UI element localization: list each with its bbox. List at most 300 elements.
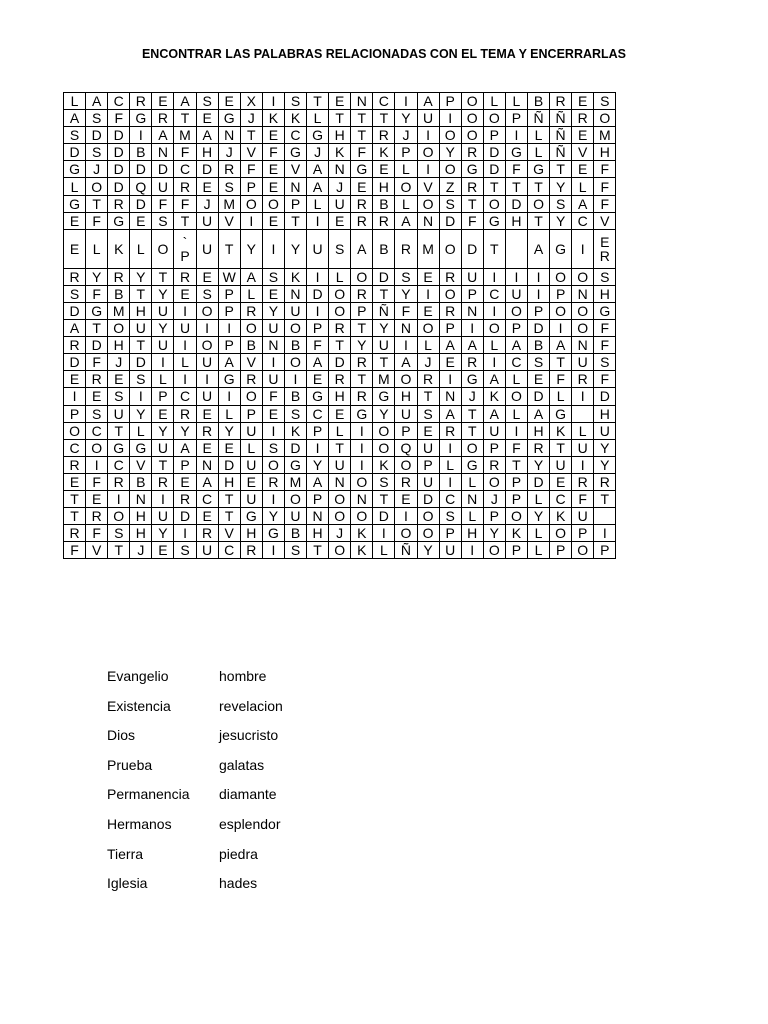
grid-cell[interactable] — [284, 542, 306, 559]
grid-cell[interactable] — [284, 371, 306, 388]
grid-cell[interactable] — [527, 320, 549, 337]
grid-cell[interactable] — [550, 405, 572, 422]
grid-cell[interactable] — [152, 268, 174, 285]
grid-cell[interactable] — [505, 405, 527, 422]
grid-cell[interactable] — [395, 473, 417, 490]
grid-cell[interactable] — [373, 542, 395, 559]
grid-cell[interactable] — [439, 320, 461, 337]
grid-cell[interactable] — [550, 422, 572, 439]
grid-cell[interactable] — [86, 302, 108, 319]
grid-cell[interactable] — [373, 525, 395, 542]
grid-cell[interactable] — [572, 161, 594, 178]
grid-cell[interactable] — [152, 212, 174, 229]
grid-cell[interactable] — [174, 144, 196, 161]
grid-cell[interactable] — [594, 127, 616, 144]
grid-cell[interactable] — [373, 268, 395, 285]
grid-cell[interactable] — [174, 525, 196, 542]
grid-cell[interactable] — [572, 212, 594, 229]
grid-cell[interactable] — [594, 371, 616, 388]
grid-cell[interactable] — [108, 110, 130, 127]
grid-cell[interactable] — [218, 302, 240, 319]
grid-cell[interactable] — [240, 302, 262, 319]
grid-cell[interactable] — [307, 110, 329, 127]
grid-cell[interactable] — [572, 110, 594, 127]
grid-cell[interactable] — [218, 144, 240, 161]
grid-cell[interactable] — [594, 302, 616, 319]
grid-cell[interactable] — [572, 229, 594, 268]
grid-cell[interactable] — [64, 542, 86, 559]
grid-cell[interactable] — [483, 542, 505, 559]
grid-cell[interactable] — [483, 178, 505, 195]
grid-cell[interactable] — [417, 422, 439, 439]
grid-cell[interactable] — [373, 320, 395, 337]
grid-cell[interactable] — [108, 490, 130, 507]
grid-cell[interactable] — [152, 405, 174, 422]
grid-cell[interactable] — [86, 388, 108, 405]
grid-cell[interactable] — [483, 490, 505, 507]
grid-cell[interactable] — [196, 285, 218, 302]
grid-cell[interactable] — [329, 337, 351, 354]
grid-cell[interactable] — [152, 354, 174, 371]
grid-cell[interactable] — [240, 161, 262, 178]
grid-cell[interactable] — [505, 320, 527, 337]
grid-cell[interactable] — [527, 473, 549, 490]
grid-cell[interactable] — [64, 337, 86, 354]
grid-cell[interactable] — [439, 268, 461, 285]
grid-cell[interactable] — [196, 229, 218, 268]
grid-cell[interactable] — [196, 144, 218, 161]
grid-cell[interactable] — [152, 144, 174, 161]
grid-cell[interactable] — [572, 388, 594, 405]
grid-cell[interactable] — [130, 508, 152, 525]
grid-cell[interactable] — [218, 405, 240, 422]
grid-cell[interactable] — [351, 302, 373, 319]
grid-cell[interactable] — [307, 354, 329, 371]
grid-cell[interactable] — [483, 212, 505, 229]
grid-cell[interactable] — [240, 542, 262, 559]
grid-cell[interactable] — [174, 320, 196, 337]
grid-cell[interactable] — [307, 490, 329, 507]
grid-cell[interactable] — [262, 371, 284, 388]
grid-cell[interactable] — [152, 229, 174, 268]
grid-cell[interactable] — [527, 285, 549, 302]
grid-cell[interactable] — [483, 405, 505, 422]
grid-cell[interactable] — [262, 285, 284, 302]
grid-cell[interactable] — [373, 212, 395, 229]
grid-cell[interactable] — [152, 371, 174, 388]
grid-cell[interactable] — [594, 456, 616, 473]
grid-cell[interactable] — [550, 229, 572, 268]
grid-cell[interactable] — [395, 422, 417, 439]
grid-cell[interactable] — [108, 354, 130, 371]
grid-cell[interactable] — [351, 508, 373, 525]
grid-cell[interactable] — [417, 127, 439, 144]
grid-cell[interactable] — [351, 337, 373, 354]
grid-cell[interactable] — [196, 178, 218, 195]
grid-cell[interactable] — [351, 371, 373, 388]
grid-cell[interactable] — [307, 337, 329, 354]
grid-cell[interactable] — [417, 285, 439, 302]
grid-cell[interactable] — [351, 525, 373, 542]
grid-cell[interactable] — [461, 110, 483, 127]
grid-cell[interactable] — [152, 473, 174, 490]
grid-cell[interactable] — [594, 144, 616, 161]
grid-cell[interactable] — [174, 302, 196, 319]
grid-cell[interactable] — [461, 320, 483, 337]
grid-cell[interactable] — [262, 490, 284, 507]
grid-cell[interactable] — [417, 354, 439, 371]
grid-cell[interactable] — [373, 285, 395, 302]
grid-cell[interactable] — [439, 144, 461, 161]
grid-cell[interactable] — [64, 525, 86, 542]
grid-cell[interactable] — [196, 195, 218, 212]
grid-cell[interactable] — [461, 388, 483, 405]
grid-cell[interactable] — [284, 456, 306, 473]
grid-cell[interactable] — [152, 490, 174, 507]
grid-cell[interactable] — [373, 405, 395, 422]
grid-cell[interactable] — [284, 144, 306, 161]
grid-cell[interactable] — [174, 422, 196, 439]
grid-cell[interactable] — [218, 422, 240, 439]
grid-cell[interactable] — [572, 422, 594, 439]
grid-cell[interactable] — [373, 388, 395, 405]
grid-cell[interactable] — [594, 405, 616, 422]
grid-cell[interactable] — [527, 456, 549, 473]
grid-cell[interactable] — [196, 542, 218, 559]
grid-cell[interactable] — [373, 456, 395, 473]
grid-cell[interactable] — [307, 439, 329, 456]
grid-cell[interactable] — [572, 405, 594, 422]
grid-cell[interactable] — [284, 405, 306, 422]
grid-cell[interactable] — [86, 456, 108, 473]
grid-cell[interactable] — [196, 490, 218, 507]
grid-cell[interactable] — [130, 93, 152, 110]
grid-cell[interactable] — [527, 178, 549, 195]
grid-cell[interactable] — [218, 490, 240, 507]
grid-cell[interactable] — [572, 337, 594, 354]
grid-cell[interactable] — [196, 161, 218, 178]
grid-cell[interactable] — [329, 320, 351, 337]
grid-cell[interactable] — [505, 388, 527, 405]
grid-cell[interactable] — [196, 405, 218, 422]
grid-cell[interactable] — [86, 422, 108, 439]
grid-cell[interactable] — [550, 268, 572, 285]
grid-cell[interactable] — [439, 127, 461, 144]
grid-cell[interactable] — [262, 473, 284, 490]
grid-cell[interactable] — [64, 212, 86, 229]
grid-cell[interactable] — [395, 302, 417, 319]
grid-cell[interactable] — [439, 422, 461, 439]
grid-cell[interactable] — [174, 371, 196, 388]
grid-cell[interactable] — [130, 422, 152, 439]
grid-cell[interactable] — [284, 161, 306, 178]
grid-cell[interactable] — [262, 337, 284, 354]
grid-cell[interactable] — [483, 93, 505, 110]
grid-cell[interactable] — [483, 127, 505, 144]
grid-cell[interactable] — [130, 212, 152, 229]
grid-cell[interactable] — [505, 285, 527, 302]
grid-cell[interactable] — [395, 268, 417, 285]
grid-cell[interactable] — [373, 371, 395, 388]
grid-cell[interactable] — [307, 285, 329, 302]
grid-cell[interactable] — [262, 354, 284, 371]
grid-cell[interactable] — [527, 93, 549, 110]
grid-cell[interactable] — [86, 508, 108, 525]
grid-cell[interactable] — [240, 422, 262, 439]
grid-cell[interactable] — [395, 161, 417, 178]
grid-cell[interactable] — [152, 388, 174, 405]
grid-cell[interactable] — [240, 127, 262, 144]
grid-cell[interactable] — [64, 439, 86, 456]
grid-cell[interactable] — [262, 161, 284, 178]
grid-cell[interactable] — [594, 388, 616, 405]
grid-cell[interactable] — [527, 388, 549, 405]
grid-cell[interactable] — [307, 320, 329, 337]
grid-cell[interactable] — [262, 456, 284, 473]
grid-cell[interactable] — [152, 285, 174, 302]
grid-cell[interactable] — [505, 161, 527, 178]
grid-cell[interactable] — [395, 212, 417, 229]
grid-cell[interactable] — [329, 144, 351, 161]
grid-cell[interactable] — [572, 508, 594, 525]
grid-cell[interactable] — [307, 542, 329, 559]
grid-cell[interactable] — [550, 320, 572, 337]
grid-cell[interactable] — [174, 337, 196, 354]
grid-cell[interactable] — [262, 439, 284, 456]
grid-cell[interactable] — [439, 525, 461, 542]
grid-cell[interactable] — [373, 439, 395, 456]
grid-cell[interactable] — [284, 439, 306, 456]
grid-cell[interactable] — [307, 371, 329, 388]
grid-cell[interactable] — [64, 229, 86, 268]
grid-cell[interactable] — [572, 473, 594, 490]
grid-cell[interactable] — [550, 456, 572, 473]
grid-cell[interactable] — [550, 144, 572, 161]
grid-cell[interactable] — [351, 422, 373, 439]
grid-cell[interactable] — [329, 422, 351, 439]
grid-cell[interactable] — [329, 285, 351, 302]
grid-cell[interactable] — [130, 195, 152, 212]
grid-cell[interactable] — [307, 473, 329, 490]
grid-cell[interactable] — [439, 302, 461, 319]
grid-cell[interactable] — [395, 320, 417, 337]
grid-cell[interactable] — [307, 144, 329, 161]
grid-cell[interactable] — [505, 456, 527, 473]
grid-cell[interactable] — [373, 302, 395, 319]
grid-cell[interactable] — [483, 302, 505, 319]
grid-cell[interactable] — [174, 490, 196, 507]
grid-cell[interactable] — [505, 525, 527, 542]
grid-cell[interactable] — [417, 268, 439, 285]
grid-cell[interactable] — [417, 212, 439, 229]
grid-cell[interactable] — [351, 229, 373, 268]
grid-cell[interactable] — [284, 422, 306, 439]
grid-cell[interactable] — [505, 110, 527, 127]
grid-cell[interactable] — [284, 508, 306, 525]
grid-cell[interactable] — [284, 195, 306, 212]
grid-cell[interactable] — [86, 337, 108, 354]
grid-cell[interactable] — [527, 229, 549, 268]
grid-cell[interactable] — [240, 371, 262, 388]
grid-cell[interactable] — [329, 229, 351, 268]
grid-cell[interactable] — [461, 422, 483, 439]
grid-cell[interactable] — [64, 473, 86, 490]
grid-cell[interactable] — [284, 229, 306, 268]
grid-cell[interactable] — [461, 229, 483, 268]
grid-cell[interactable] — [439, 337, 461, 354]
grid-cell[interactable] — [483, 285, 505, 302]
grid-cell[interactable] — [174, 195, 196, 212]
grid-cell[interactable] — [174, 93, 196, 110]
grid-cell[interactable] — [395, 285, 417, 302]
grid-cell[interactable] — [86, 439, 108, 456]
grid-cell[interactable] — [461, 542, 483, 559]
grid-cell[interactable] — [152, 320, 174, 337]
grid-cell[interactable] — [351, 93, 373, 110]
grid-cell[interactable] — [108, 456, 130, 473]
grid-cell[interactable] — [240, 337, 262, 354]
grid-cell[interactable] — [329, 473, 351, 490]
grid-cell[interactable] — [329, 508, 351, 525]
grid-cell[interactable] — [130, 473, 152, 490]
grid-cell[interactable] — [351, 268, 373, 285]
grid-cell[interactable] — [483, 161, 505, 178]
grid-cell[interactable] — [218, 268, 240, 285]
grid-cell[interactable] — [64, 405, 86, 422]
grid-cell[interactable] — [395, 439, 417, 456]
grid-cell[interactable] — [284, 285, 306, 302]
grid-cell[interactable] — [417, 144, 439, 161]
grid-cell[interactable] — [550, 542, 572, 559]
grid-cell[interactable] — [218, 525, 240, 542]
grid-cell[interactable] — [572, 439, 594, 456]
grid-cell[interactable] — [527, 212, 549, 229]
grid-cell[interactable] — [218, 285, 240, 302]
grid-cell[interactable] — [461, 212, 483, 229]
grid-cell[interactable] — [86, 371, 108, 388]
grid-cell[interactable] — [152, 93, 174, 110]
grid-cell[interactable] — [351, 490, 373, 507]
grid-cell[interactable] — [395, 542, 417, 559]
grid-cell[interactable] — [130, 337, 152, 354]
grid-cell[interactable] — [329, 490, 351, 507]
grid-cell[interactable] — [152, 439, 174, 456]
grid-cell[interactable] — [483, 388, 505, 405]
grid-cell[interactable] — [527, 405, 549, 422]
grid-cell[interactable] — [550, 127, 572, 144]
grid-cell[interactable] — [329, 161, 351, 178]
grid-cell[interactable] — [262, 127, 284, 144]
grid-cell[interactable] — [329, 371, 351, 388]
grid-cell[interactable] — [64, 110, 86, 127]
grid-cell[interactable] — [196, 508, 218, 525]
grid-cell[interactable] — [307, 127, 329, 144]
grid-cell[interactable] — [351, 354, 373, 371]
grid-cell[interactable] — [108, 320, 130, 337]
grid-cell[interactable] — [527, 337, 549, 354]
grid-cell[interactable] — [108, 144, 130, 161]
grid-cell[interactable] — [395, 195, 417, 212]
grid-cell[interactable] — [417, 473, 439, 490]
grid-cell[interactable] — [262, 388, 284, 405]
grid-cell[interactable] — [395, 110, 417, 127]
grid-cell[interactable] — [108, 337, 130, 354]
grid-cell[interactable] — [86, 229, 108, 268]
grid-cell[interactable] — [329, 127, 351, 144]
grid-cell[interactable] — [550, 161, 572, 178]
grid-cell[interactable] — [86, 93, 108, 110]
grid-cell[interactable] — [572, 285, 594, 302]
grid-cell[interactable] — [461, 439, 483, 456]
grid-cell[interactable] — [373, 354, 395, 371]
grid-cell[interactable] — [572, 302, 594, 319]
grid-cell[interactable] — [373, 229, 395, 268]
grid-cell[interactable] — [108, 212, 130, 229]
grid-cell[interactable] — [284, 93, 306, 110]
grid-cell[interactable] — [130, 490, 152, 507]
grid-cell[interactable] — [130, 178, 152, 195]
grid-cell[interactable] — [373, 161, 395, 178]
grid-cell[interactable] — [461, 354, 483, 371]
grid-cell[interactable] — [130, 127, 152, 144]
grid-cell[interactable] — [461, 508, 483, 525]
grid-cell[interactable] — [218, 195, 240, 212]
grid-cell[interactable] — [550, 439, 572, 456]
grid-cell[interactable] — [461, 405, 483, 422]
grid-cell[interactable] — [505, 490, 527, 507]
grid-cell[interactable] — [284, 268, 306, 285]
grid-cell[interactable] — [439, 195, 461, 212]
grid-cell[interactable] — [417, 320, 439, 337]
grid-cell[interactable] — [240, 508, 262, 525]
grid-cell[interactable] — [307, 525, 329, 542]
grid-cell[interactable] — [218, 93, 240, 110]
grid-cell[interactable] — [572, 144, 594, 161]
grid-cell[interactable] — [108, 371, 130, 388]
grid-cell[interactable] — [262, 542, 284, 559]
grid-cell[interactable] — [329, 354, 351, 371]
grid-cell[interactable] — [284, 110, 306, 127]
grid-cell[interactable] — [373, 144, 395, 161]
grid-cell[interactable] — [86, 127, 108, 144]
grid-cell[interactable] — [572, 195, 594, 212]
grid-cell[interactable] — [64, 320, 86, 337]
grid-cell[interactable] — [174, 229, 196, 268]
grid-cell[interactable] — [240, 285, 262, 302]
grid-cell[interactable] — [218, 229, 240, 268]
grid-cell[interactable] — [196, 93, 218, 110]
grid-cell[interactable] — [483, 508, 505, 525]
grid-cell[interactable] — [174, 161, 196, 178]
grid-cell[interactable] — [417, 302, 439, 319]
grid-cell[interactable] — [307, 161, 329, 178]
grid-cell[interactable] — [572, 320, 594, 337]
grid-cell[interactable] — [439, 371, 461, 388]
grid-cell[interactable] — [218, 354, 240, 371]
grid-cell[interactable] — [86, 473, 108, 490]
grid-cell[interactable] — [64, 302, 86, 319]
grid-cell[interactable] — [527, 371, 549, 388]
grid-cell[interactable] — [505, 195, 527, 212]
grid-cell[interactable] — [351, 144, 373, 161]
grid-cell[interactable] — [108, 439, 130, 456]
grid-cell[interactable] — [395, 456, 417, 473]
grid-cell[interactable] — [152, 110, 174, 127]
grid-cell[interactable] — [351, 195, 373, 212]
grid-cell[interactable] — [108, 405, 130, 422]
grid-cell[interactable] — [439, 473, 461, 490]
grid-cell[interactable] — [196, 268, 218, 285]
